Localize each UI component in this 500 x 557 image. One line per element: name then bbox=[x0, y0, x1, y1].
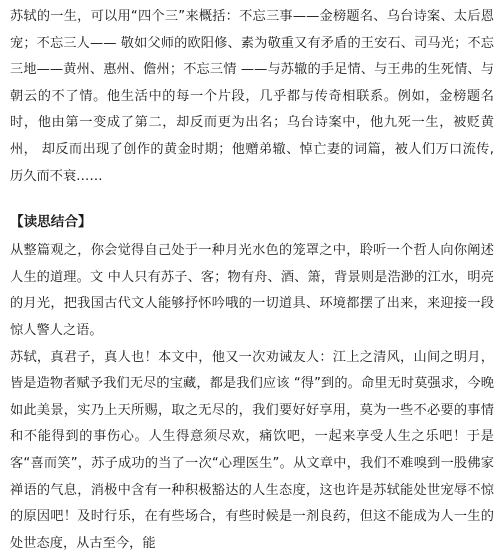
intro-paragraph: 苏轼的一生，可以用“四个三”来概括：不忘三事——金榜题名、乌台诗案、太后恩宠；不忘三人—— 敬如父师的欧阳修、素为敬重又有矛盾的王安石、司马光；不忘三地——黄州、惠州、儋州；不忘三情 ——与苏辙的手足情、与王弗的生死情、与朝云的不了情。他生活中的每一个片段，几乎都与传奇相联系。例如，金榜题名时，他由第一变成了第二，却反而更为出名；乌台诗案中，他九死一生，被贬黄州， 却反而出现了创作的黄金时期；他赠弟辙、悼亡妻的词篇，被人们万口流传,历久而不衰…… bbox=[10, 9, 494, 184]
section-heading: 【读思结合】 bbox=[10, 214, 92, 231]
reading-paragraph-1: 从整篇观之，你会觉得自己处于一种月光水色的笼罩之中，聆听一个哲人向你阐述人生的道理。文 中人只有苏子、客；物有舟、酒、箫，背景则是浩渺的江水，明亮的月光，把我国古代文人能够抒怀吟哦的一切道具、环境都摆了出来，来迎接一段惊人警人之语。 bbox=[10, 243, 494, 338]
reading-paragraph-2: 苏轼，真君子，真人也！本文中，他又一次劝诫友人：江上之清风，山间之明月，皆是造物者赋予我们无尽的宝藏，都是我们应该 “得”到的。命里无时莫强求，今晚如此美景，实乃上天所赐，取之无尽的，我们要好好享用，莫为一些不必要的事情和不能得到的事伤心。人生得意须尽欢，痛饮吧，一起来享受人生之乐吧！于是客“喜而笑”，苏子成功的当了一次“心理医生”。从文章中，我们不难嗅到一股佛家禅语的气息，消极中含有一种积极豁达的人生态度，这也许是苏轼能处世宠辱不惊的原因吧！及时行乐，在有些场合，有些时候是一剂良药，但这不能成为人一生的处世态度，从古至今，能 bbox=[10, 349, 494, 551]
